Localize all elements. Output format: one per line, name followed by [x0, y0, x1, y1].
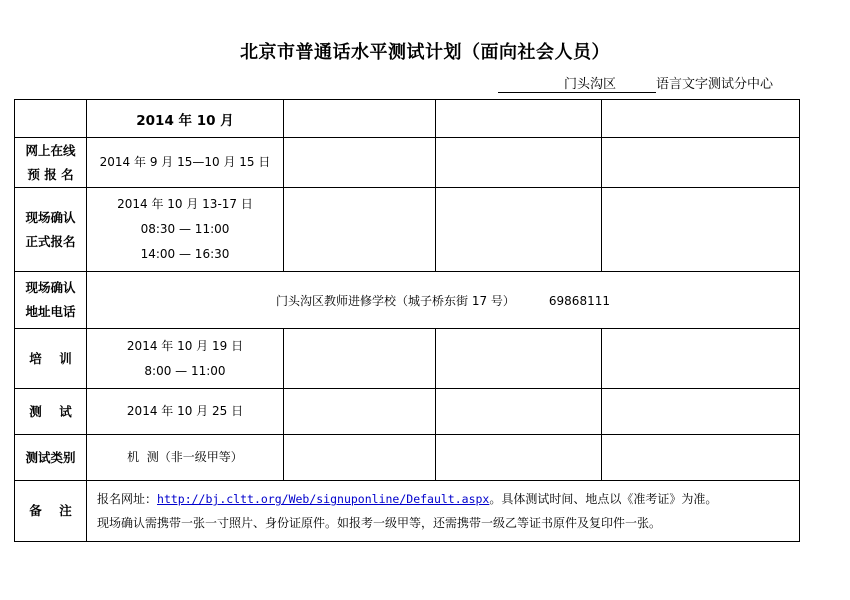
- empty-cell: [602, 329, 800, 389]
- training-schedule: [87, 329, 284, 389]
- empty-cell: [284, 138, 436, 188]
- schedule-table: [14, 99, 800, 542]
- test-category-value: 机 测（非一级甲等）: [87, 435, 284, 481]
- organization-line: [498, 73, 773, 93]
- online-registration-label: 网上在线 预 报 名: [15, 138, 87, 188]
- onsite-date: 2014 年 10 月 13-17 日: [117, 197, 253, 211]
- notes-row: [15, 481, 800, 542]
- empty-cell: [602, 188, 800, 272]
- training-time: 8:00 — 11:00: [144, 363, 226, 378]
- header-empty-cell: [15, 100, 87, 138]
- empty-cell: [436, 188, 602, 272]
- empty-cell: [602, 138, 800, 188]
- district-name: 门头沟区: [498, 73, 656, 93]
- empty-cell: [436, 138, 602, 188]
- test-category-row: [15, 435, 800, 481]
- test-label: 测 试: [15, 389, 87, 435]
- empty-cell: [602, 100, 800, 138]
- header-row: [15, 100, 800, 138]
- address-cell: [87, 272, 800, 329]
- address-text: 门头沟区教师进修学校（城子桥东街 17 号）: [276, 293, 515, 308]
- training-row: [15, 329, 800, 389]
- training-date: 2014 年 10 月 19 日: [126, 338, 244, 353]
- onsite-time-afternoon: 14:00 — 16:30: [140, 247, 230, 261]
- empty-cell: [284, 389, 436, 435]
- empty-cell: [284, 329, 436, 389]
- onsite-registration-label: 现场确认 正式报名: [15, 188, 87, 272]
- empty-cell: [436, 389, 602, 435]
- empty-cell: [284, 435, 436, 481]
- training-label: 培 训: [15, 329, 87, 389]
- test-row: [15, 389, 800, 435]
- center-name: 语言文字测试分中心: [656, 77, 774, 92]
- onsite-registration-schedule: [87, 188, 284, 272]
- empty-cell: [602, 435, 800, 481]
- address-label: 现场确认 地址电话: [15, 272, 87, 329]
- month-header: 2014 年 10 月: [87, 100, 284, 138]
- page-title: 北京市普通话水平测试计划（面向社会人员）: [240, 42, 610, 63]
- empty-cell: [284, 100, 436, 138]
- empty-cell: [436, 435, 602, 481]
- empty-cell: [284, 188, 436, 272]
- online-registration-row: [15, 138, 800, 188]
- notes-line-2: 现场确认需携带一张一寸照片、身份证原件。如报考一级甲等，还需携带一级乙等证书原件及复印件一张。: [97, 516, 662, 530]
- empty-cell: [436, 329, 602, 389]
- notes-label: 备 注: [15, 481, 87, 542]
- notes-line-1: 报名网址：http://bj.cltt.org/Web/signuponline/Default.aspx。具体测试时间、地点以《准考证》为准。: [97, 492, 718, 506]
- registration-url-link[interactable]: http://bj.cltt.org/Web/signuponline/Default.aspx: [157, 492, 490, 506]
- phone-number: 69868111: [548, 293, 610, 308]
- onsite-time-morning: 08:30 — 11:00: [140, 222, 230, 236]
- empty-cell: [436, 100, 602, 138]
- online-registration-dates: 2014 年 9 月 15—10 月 15 日: [87, 138, 284, 188]
- empty-cell: [602, 389, 800, 435]
- address-row: [15, 272, 800, 329]
- onsite-registration-row: [15, 188, 800, 272]
- test-category-label: 测试类别: [15, 435, 87, 481]
- test-date: 2014 年 10 月 25 日: [87, 389, 284, 435]
- notes-cell: [87, 481, 800, 542]
